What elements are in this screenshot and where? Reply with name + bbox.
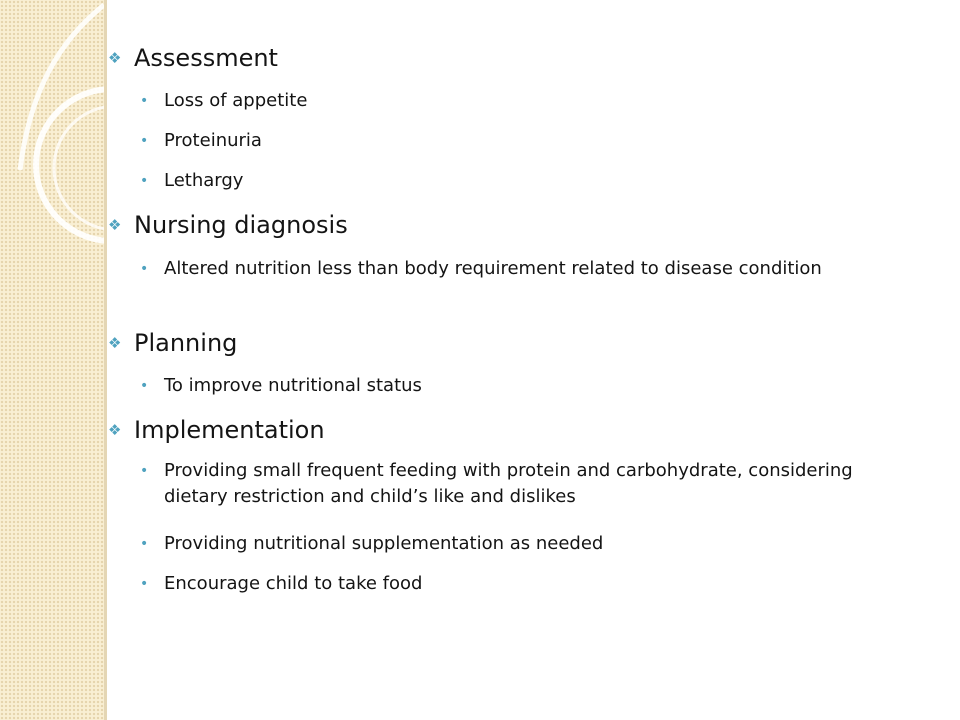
list-item xyxy=(140,256,880,282)
diamond-flower-bullet-icon: ❖ xyxy=(108,421,122,439)
round-dot-bullet-icon: • xyxy=(140,576,149,592)
item-text: Lethargy xyxy=(164,170,244,191)
list-item xyxy=(140,458,880,510)
diamond-flower-bullet-icon: ❖ xyxy=(108,334,122,352)
item-text: Providing small frequent feeding with protein and carbohydrate, considering dietary restriction and child’s like and dislikes xyxy=(164,460,853,507)
heading-text: Planning xyxy=(134,329,238,357)
list-item xyxy=(140,531,880,557)
round-dot-bullet-icon: • xyxy=(140,93,149,109)
item-text: Loss of appetite xyxy=(164,90,308,111)
section-heading-nursing-diagnosis xyxy=(108,211,348,239)
section-heading-implementation xyxy=(108,416,325,444)
item-text: Proteinuria xyxy=(164,130,262,151)
heading-text: Assessment xyxy=(134,44,278,72)
item-text: Providing nutritional supplementation as needed xyxy=(164,533,604,554)
round-dot-bullet-icon: • xyxy=(140,536,149,552)
item-text: To improve nutritional status xyxy=(164,375,422,396)
section-heading-assessment xyxy=(108,44,278,72)
diamond-flower-bullet-icon: ❖ xyxy=(108,216,122,234)
diamond-flower-bullet-icon: ❖ xyxy=(108,49,122,67)
round-dot-bullet-icon: • xyxy=(140,463,149,479)
list-item xyxy=(140,373,880,399)
heading-text: Nursing diagnosis xyxy=(134,211,348,239)
item-text: Encourage child to take food xyxy=(164,573,423,594)
heading-text: Implementation xyxy=(134,416,325,444)
round-dot-bullet-icon: • xyxy=(140,261,149,277)
item-text: Altered nutrition less than body requirement related to disease condition xyxy=(164,258,822,279)
list-item xyxy=(140,168,880,194)
round-dot-bullet-icon: • xyxy=(140,378,149,394)
list-item xyxy=(140,128,880,154)
section-heading-planning xyxy=(108,329,237,357)
list-item xyxy=(140,571,880,597)
list-item xyxy=(140,88,880,114)
round-dot-bullet-icon: • xyxy=(140,173,149,189)
round-dot-bullet-icon: • xyxy=(140,133,149,149)
